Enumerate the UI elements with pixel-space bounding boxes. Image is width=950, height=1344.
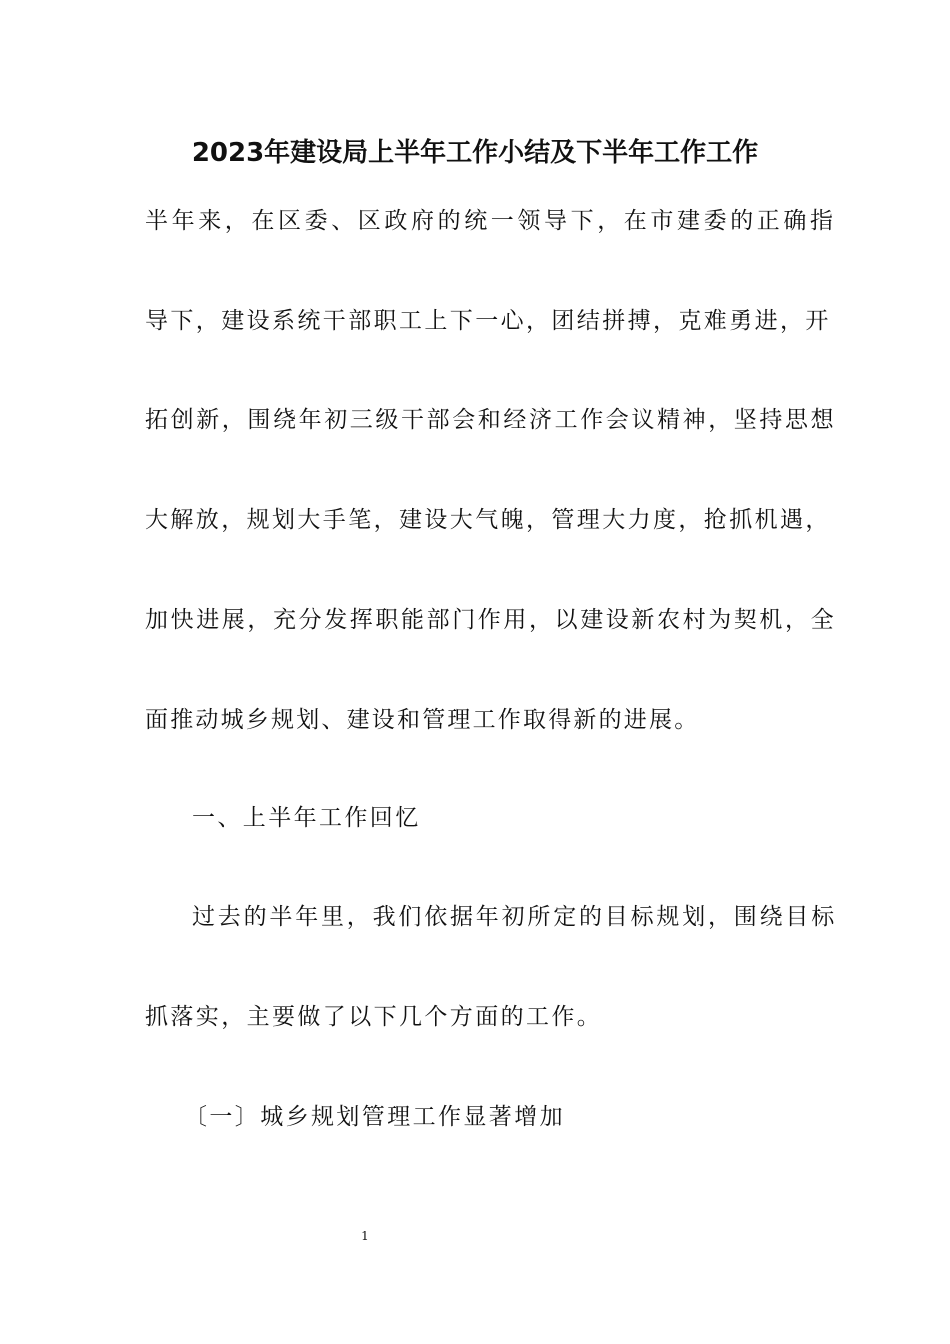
section-heading: 一、上半年工作回忆: [192, 805, 421, 831]
paragraph-line: 过去的半年里，我们依据年初所定的目标规划，围绕目标: [192, 904, 837, 930]
paragraph-line: 抓落实，主要做了以下几个方面的工作。: [145, 1004, 603, 1030]
document-title: 2023年建设局上半年工作小结及下半年工作工作: [191, 138, 759, 168]
subsection-heading: 〔一〕城乡规划管理工作显著增加: [184, 1104, 565, 1130]
paragraph-line: 面推动城乡规划、建设和管理工作取得新的进展。: [145, 707, 700, 733]
paragraph-line: 加快进展，充分发挥职能部门作用，以建设新农村为契机，全: [145, 607, 837, 633]
paragraph-line: 导下，建设系统干部职工上下一心，团结拼搏，克难勇进，开: [145, 308, 831, 334]
paragraph-line: 大解放，规划大手笔，建设大气魄，管理大力度，抢抓机遇，: [145, 507, 831, 533]
paragraph-line: 半年来，在区委、区政府的统一领导下，在市建委的正确指: [145, 208, 837, 234]
page-number: 1: [361, 1229, 369, 1243]
paragraph-line: 拓创新，围绕年初三级干部会和经济工作会议精神，坚持思想: [145, 407, 837, 433]
